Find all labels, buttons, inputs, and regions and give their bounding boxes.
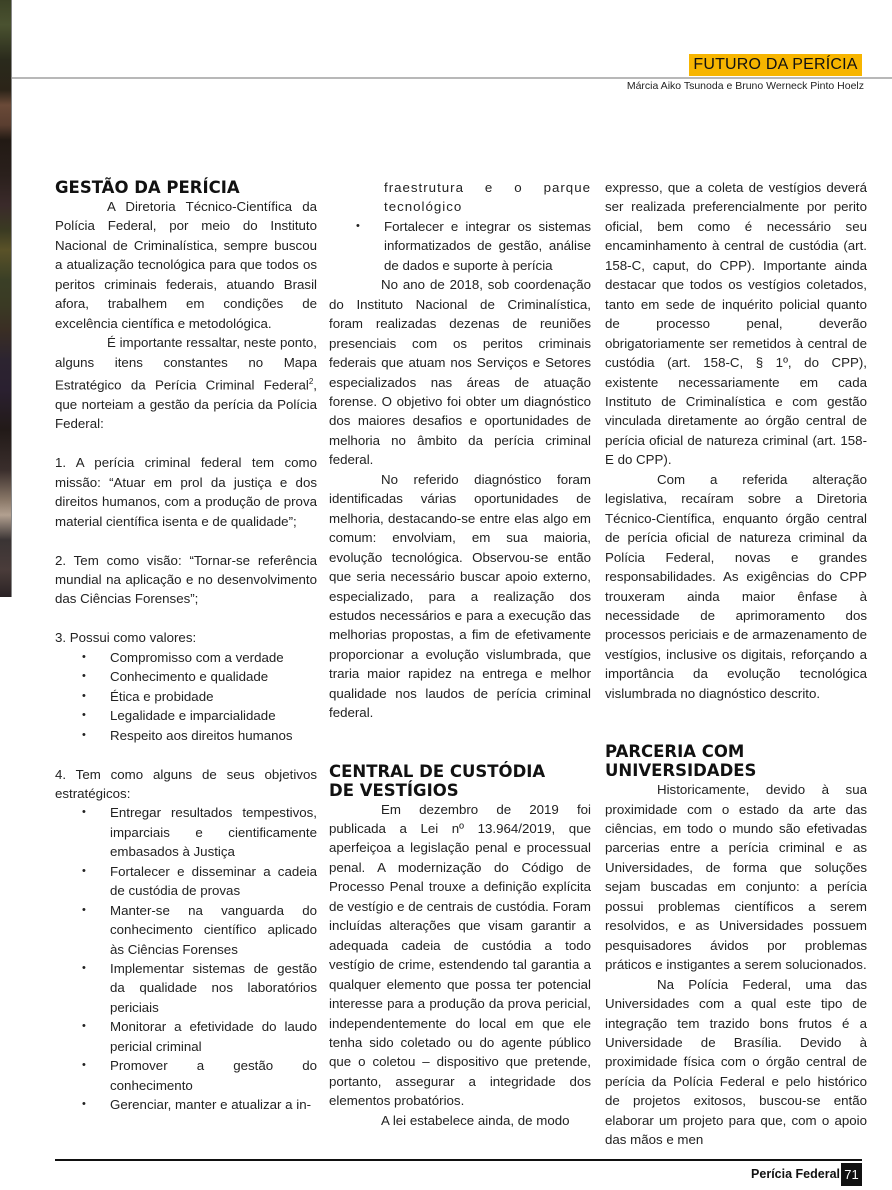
mission-item: 1. A perícia criminal federal tem como missão: “Atuar em prol da justiça e dos direitos humanos, com a produção de prova material científica isenta e de qualidade”; bbox=[55, 455, 317, 529]
footnote-ref: 2 bbox=[308, 377, 314, 387]
list-item: • Ética e probidade bbox=[55, 687, 317, 706]
objectives-list-cont bbox=[329, 217, 591, 275]
list-item: • Respeito aos direitos humanos bbox=[55, 726, 317, 745]
list-item: • Fortalecer e disseminar a cadeia de custódia de provas bbox=[55, 862, 317, 901]
section-tag: FUTURO DA PERÍCIA bbox=[689, 54, 862, 76]
paragraph: No referido diagnóstico foram identificadas várias oportunidades de melhoria, destacando-se entre elas algo em comum: envolviam, em sua maioria, evolução tecnológica. Observou-se então que seria necessário buscar apoio externo, especializado, para a realização dos estudos necessários e para a execução das melhorias propostas, a fim de efetivamente proporcionar a evolução vislumbrada, que traria maior rapidez na entrega e melhor qualidade nos laudos de perícia criminal federal. bbox=[329, 471, 591, 721]
list-item: • Manter-se na vanguarda do conhecimento científico aplicado às Ciências Forenses bbox=[55, 901, 317, 959]
section-heading-gestao: GESTÃO DA PERÍCIA bbox=[55, 178, 240, 197]
list-item-continuation: fraestrutura e o parque tecnológico bbox=[384, 180, 591, 215]
list-item: • Fortalecer e integrar os sistemas informatizados de gestão, análise de dados e suporte à perícia bbox=[329, 217, 591, 275]
list-item: • Legalidade e imparcialidade bbox=[55, 706, 317, 725]
list-item: • Gerenciar, manter e atualizar a in- bbox=[55, 1095, 317, 1114]
section-heading-parceria: PARCERIA COM UNIVERSIDADES bbox=[605, 742, 757, 781]
vision-item: 2. Tem como visão: “Tornar-se referência mundial na aplicação e no desenvolvimento das Ciências Forenses”; bbox=[55, 552, 317, 607]
list-item: • Monitorar a efetividade do laudo pericial criminal bbox=[55, 1017, 317, 1056]
paragraph: A Diretoria Técnico-Científica da Polícia Federal, por meio do Instituto Nacional de Criminalística, sempre buscou a atualização tecnológica para que todos os peritos criminais federais, atuando Brasil afora, trabalhem em condições de excelência científica e metodológica. bbox=[55, 199, 317, 331]
paragraph: No ano de 2018, sob coordenação do Instituto Nacional de Criminalística, foram realizadas dezenas de reuniões presenciais com os peritos criminais federais que atuam nos Serviços e Setores especializados nas áreas de atuação forense. O objetivo foi obter um diagnóstico dos maiores desafios e oportunidades de melhoria no âmbito da perícia criminal federal. bbox=[329, 277, 591, 468]
list-item: • Promover a gestão do conhecimento bbox=[55, 1056, 317, 1095]
article-authors: Márcia Aiko Tsunoda e Bruno Werneck Pinto Hoelz bbox=[626, 80, 864, 92]
column-2 bbox=[329, 178, 591, 1130]
values-item: 3. Possui como valores: bbox=[55, 630, 197, 646]
paragraph: Em dezembro de 2019 foi publicada a Lei nº 13.964/2019, que aperfeiçoa a legislação penal e processual penal. A modernização do Código de Processo Penal trouxe a definição explícita de vestígio e de centrais de custódia. Foram incluídas alterações que visam garantir a adequada cadeia de custódia a todo vestígio de crime, estendendo tal garantia a qualquer elemento que possa ter potencial interesse para a produção da prova pericial, independentemente do local em que ele tenha sido coletado ou do agente público que o coletou – dispositivo que pretende, portanto, assegurar a integridade dos elementos probatórios. bbox=[329, 801, 591, 1109]
paragraph: expresso, que a coleta de vestígios deverá ser realizada preferencialmente por perito oficial, bem como é necessário seu encaminhamento à central de custódia (art. 158-C, caput, do CPP). Importante ainda destacar que todos os vestígios coletados, tanto em sede de inquérito policial quanto de processo penal, deverão obrigatoriamente ser remetidos à central de custódia (art. 158-C, § 1º, do CPP), existente necessariamente em cada Instituto de Criminalística e com gestão vinculada diretamente ao órgão central de perícia oficial de natureza criminal (art. 158-E do CPP). bbox=[605, 180, 867, 468]
cover-photo-strip bbox=[0, 0, 12, 597]
list-item: • Compromisso com a verdade bbox=[55, 648, 317, 667]
column-1 bbox=[55, 178, 317, 1115]
paragraph: A lei estabelece ainda, de modo bbox=[381, 1112, 570, 1128]
list-item: • Implementar sistemas de gestão da qualidade nos laboratórios periciais bbox=[55, 959, 317, 1017]
objectives-list bbox=[55, 803, 317, 1114]
objectives-item: 4. Tem como alguns de seus objetivos estratégicos: bbox=[55, 766, 317, 801]
values-list bbox=[55, 648, 317, 745]
paragraph: Na Polícia Federal, uma das Universidades com a qual este tipo de integração tem trazido bons frutos é a Universidade de Brasília. Devido à proximidade física com o órgão central de perícia da Polícia Federal e pelo histórico de projetos exitosos, buscou-se então elaborar um projeto para que, com o apoio das mãos e men bbox=[605, 976, 867, 1148]
paragraph: Historicamente, devido à sua proximidade com o estado da arte das ciências, em todo o mundo são efetivadas parcerias entre a perícia criminal e as Universidades, de forma que soluções sejam buscadas em conjunto: a perícia possui problemas científicos a serem resolvidos, e as Universidades possuem pesquisadores ávidos por problemas práticos e instigantes a serem solucionados. bbox=[605, 782, 867, 973]
header-divider bbox=[12, 77, 892, 79]
footer-divider bbox=[55, 1159, 862, 1161]
column-3 bbox=[605, 178, 867, 1150]
list-item: • Entregar resultados tempestivos, imparciais e cientificamente embasados à Justiça bbox=[55, 803, 317, 861]
section-heading-central-custodia: CENTRAL DE CUSTÓDIA DE VESTÍGIOS bbox=[329, 761, 546, 800]
magazine-name: Perícia Federal bbox=[751, 1167, 840, 1181]
paragraph: Com a referida alteração legislativa, recaíram sobre a Diretoria Técnico-Científica, enquanto órgão central de perícia oficial de natureza criminal da Polícia Federal, novas e grandes responsabilidades. As exigências do CPP trouxeram ainda maior ênfase à necessidade de aprimoramento dos processos periciais e de armazenamento de vestígios, inclusive os digitais, reforçando a importância da evolução tecnológica vislumbrada no diagnóstico descrito. bbox=[605, 471, 867, 701]
page-number: 71 bbox=[841, 1163, 862, 1186]
paragraph: É importante ressaltar, neste ponto, alguns itens constantes no Mapa Estratégico da Perícia Criminal Federal$^2$, que norteiam a gestão da perícia da Polícia Federal: bbox=[55, 335, 317, 432]
list-item: • Conhecimento e qualidade bbox=[55, 667, 317, 686]
